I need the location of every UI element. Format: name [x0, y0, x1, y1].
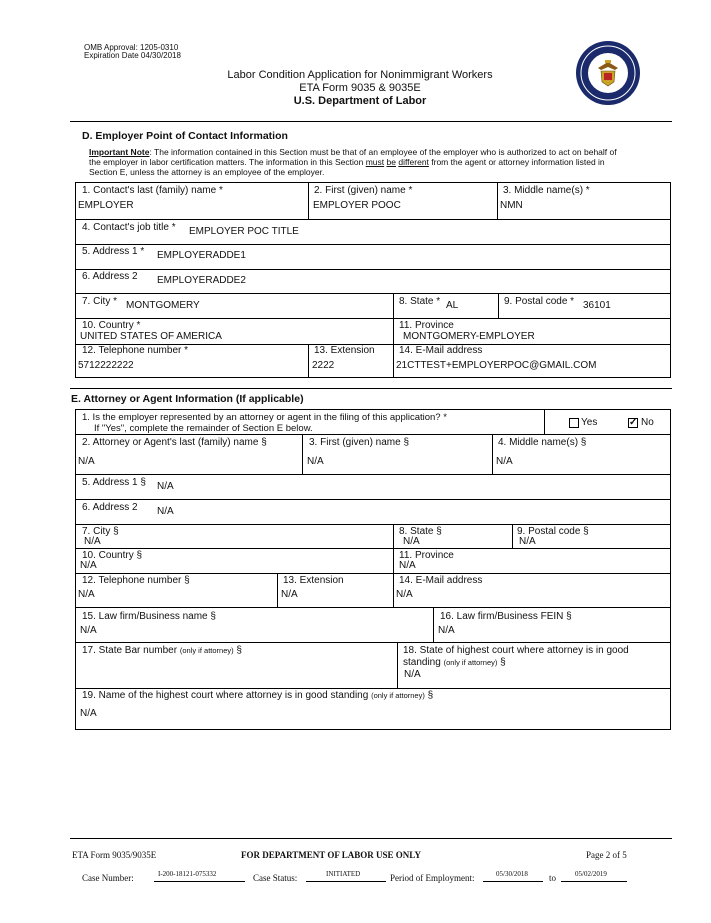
- highest-court-state-symbol: §: [500, 657, 506, 668]
- agent-address2-label: 6. Address 2: [82, 502, 138, 513]
- case-number-value: I-200-18121-075332: [158, 870, 217, 878]
- period-to-value: 05/02/2019: [575, 870, 607, 878]
- case-status-label: Case Status:: [253, 873, 298, 883]
- omb-approval: OMB Approval: 1205-0310: [84, 43, 179, 52]
- highest-court-name-value[interactable]: N/A: [80, 708, 97, 719]
- period-from-value: 05/30/2018: [496, 870, 528, 878]
- contact-first-name-value[interactable]: EMPLOYER POOC: [313, 200, 401, 211]
- note-text-2a: the employer in labor certification matters. The information in this Section: [89, 157, 366, 167]
- agent-postal-code-label: 9. Postal code §: [517, 526, 589, 537]
- address1-value[interactable]: EMPLOYERADDE1: [157, 250, 246, 261]
- agent-country-label: 10. Country §: [82, 550, 143, 561]
- address2-label: 6. Address 2: [82, 271, 138, 282]
- contact-last-name-label: 1. Contact's last (family) name *: [82, 185, 223, 196]
- represented-question: 1. Is the employer represented by an attorney or agent in the filing of this application? *: [82, 412, 447, 423]
- highest-court-state-text: standing: [403, 657, 441, 668]
- agent-middle-name-value[interactable]: N/A: [496, 456, 513, 467]
- extension-label: 13. Extension: [314, 345, 375, 356]
- note-text-2b: from the agent or attorney information listed in: [428, 157, 605, 167]
- extension-value[interactable]: 2222: [312, 360, 335, 371]
- city-label: 7. City *: [82, 296, 118, 307]
- agent-city-value[interactable]: N/A: [84, 536, 101, 547]
- footer-form-number: ETA Form 9035/9035E: [72, 850, 157, 860]
- note-text-1: : The information contained in this Section must be that of an employee of the employer who is authorized to act on behalf of: [149, 147, 617, 157]
- section-d-title: D. Employer Point of Contact Information: [82, 130, 288, 142]
- postal-code-value[interactable]: 36101: [583, 300, 611, 311]
- telephone-value[interactable]: 5712222222: [78, 360, 134, 371]
- represented-instruction: If "Yes", complete the remainder of Section E below.: [94, 423, 313, 434]
- law-firm-name-label: 15. Law firm/Business name §: [82, 611, 216, 622]
- agent-last-name-label: 2. Attorney or Agent's last (family) name §: [82, 437, 267, 448]
- email-label: 14. E-Mail address: [399, 345, 483, 356]
- email-value[interactable]: 21CTTEST+EMPLOYERPOC@GMAIL.COM: [396, 360, 597, 371]
- note-text-3: Section E, unless the attorney is an employee of the employer.: [89, 167, 325, 177]
- period-to-label: to: [549, 873, 557, 883]
- highest-court-name-symbol: §: [427, 690, 434, 701]
- job-title-value[interactable]: EMPLOYER POC TITLE: [189, 226, 299, 237]
- agent-telephone-value[interactable]: N/A: [78, 589, 95, 600]
- contact-first-name-label: 2. First (given) name *: [314, 185, 413, 196]
- address2-value[interactable]: EMPLOYERADDE2: [157, 275, 246, 286]
- agent-email-label: 14. E-Mail address: [399, 575, 483, 586]
- province-label: 11. Province: [399, 320, 454, 331]
- note-be: be: [386, 157, 396, 167]
- note-label: Important Note: [89, 147, 150, 157]
- note-must: must: [365, 157, 385, 167]
- agent-extension-label: 13. Extension: [283, 575, 344, 586]
- yes-label: Yes: [581, 417, 598, 428]
- no-label: No: [641, 417, 654, 428]
- contact-middle-name-label: 3. Middle name(s) *: [503, 185, 590, 196]
- law-firm-fein-label: 16. Law firm/Business FEIN §: [440, 611, 572, 622]
- city-value[interactable]: MONTGOMERY: [126, 300, 200, 311]
- country-value[interactable]: UNITED STATES OF AMERICA: [80, 331, 222, 342]
- state-bar-number-note: (only if attorney): [179, 646, 234, 655]
- agent-province-label: 11. Province: [399, 550, 454, 561]
- highest-court-state-value[interactable]: N/A: [404, 669, 421, 680]
- header-rule: [70, 121, 672, 122]
- province-value[interactable]: MONTGOMERY-EMPLOYER: [403, 331, 535, 342]
- agent-last-name-value[interactable]: N/A: [78, 456, 95, 467]
- highest-court-name-text: 19. Name of the highest court where attorney is in good standing: [82, 690, 369, 701]
- yes-checkbox[interactable]: [569, 418, 579, 428]
- state-bar-number-label: [82, 645, 242, 656]
- state-bar-number-text: 17. State Bar number: [82, 645, 178, 656]
- agent-address1-label: 5. Address 1 §: [82, 477, 146, 488]
- section-e-title: E. Attorney or Agent Information (If applicable): [71, 393, 304, 405]
- agent-extension-value[interactable]: N/A: [281, 589, 298, 600]
- contact-last-name-value[interactable]: EMPLOYER: [78, 200, 134, 211]
- postal-code-label: 9. Postal code *: [504, 296, 575, 307]
- expiration-date: Expiration Date 04/30/2018: [84, 51, 181, 60]
- note-different: different: [398, 157, 429, 167]
- dol-seal-icon: [575, 40, 641, 106]
- agent-telephone-label: 12. Telephone number §: [82, 575, 190, 586]
- country-label: 10. Country *: [82, 320, 141, 331]
- case-number-label: Case Number:: [82, 873, 134, 883]
- no-checkbox[interactable]: ✓: [629, 417, 638, 428]
- telephone-label: 12. Telephone number *: [82, 345, 189, 356]
- highest-court-state-label-2: [403, 657, 506, 668]
- period-label: Period of Employment:: [390, 873, 475, 883]
- agent-state-label: 8. State §: [399, 526, 442, 537]
- form-title: Labor Condition Application for Nonimmigrant Workers: [227, 69, 493, 81]
- case-status-value: INITIATED: [326, 870, 361, 878]
- form-number: ETA Form 9035 & 9035E: [299, 82, 421, 94]
- agent-state-value[interactable]: N/A: [403, 536, 420, 547]
- agent-city-label: 7. City §: [82, 526, 119, 537]
- highest-court-state-label: 18. State of highest court where attorney is in good: [403, 645, 629, 656]
- highest-court-state-note: (only if attorney): [443, 658, 498, 667]
- footer-page: Page 2 of 5: [586, 850, 627, 860]
- agent-first-name-value[interactable]: N/A: [307, 456, 324, 467]
- footer-dol-only: FOR DEPARTMENT OF LABOR USE ONLY: [241, 850, 421, 860]
- law-firm-name-value[interactable]: N/A: [80, 625, 97, 636]
- department-name: U.S. Department of Labor: [293, 95, 427, 107]
- law-firm-fein-value[interactable]: N/A: [438, 625, 455, 636]
- agent-province-value[interactable]: N/A: [399, 560, 416, 571]
- important-note: [89, 147, 674, 177]
- highest-court-name-label: [82, 690, 433, 701]
- highest-court-name-note: (only if attorney): [371, 691, 425, 700]
- agent-address2-value[interactable]: N/A: [157, 506, 174, 517]
- section-e-rule: [70, 388, 672, 389]
- state-value[interactable]: AL: [446, 300, 459, 311]
- agent-postal-code-value[interactable]: N/A: [519, 536, 536, 547]
- footer-rule: [70, 838, 672, 839]
- contact-middle-name-value[interactable]: NMN: [500, 200, 523, 211]
- agent-country-value[interactable]: N/A: [80, 560, 97, 571]
- agent-middle-name-label: 4. Middle name(s) §: [498, 437, 587, 448]
- state-bar-number-symbol: §: [236, 645, 242, 656]
- job-title-label: 4. Contact's job title *: [82, 222, 176, 233]
- agent-email-value[interactable]: N/A: [396, 589, 413, 600]
- agent-address1-value[interactable]: N/A: [157, 481, 174, 492]
- agent-first-name-label: 3. First (given) name §: [309, 437, 410, 448]
- address1-label: 5. Address 1 *: [82, 246, 145, 257]
- state-label: 8. State *: [399, 296, 441, 307]
- section-e-table: [75, 409, 671, 730]
